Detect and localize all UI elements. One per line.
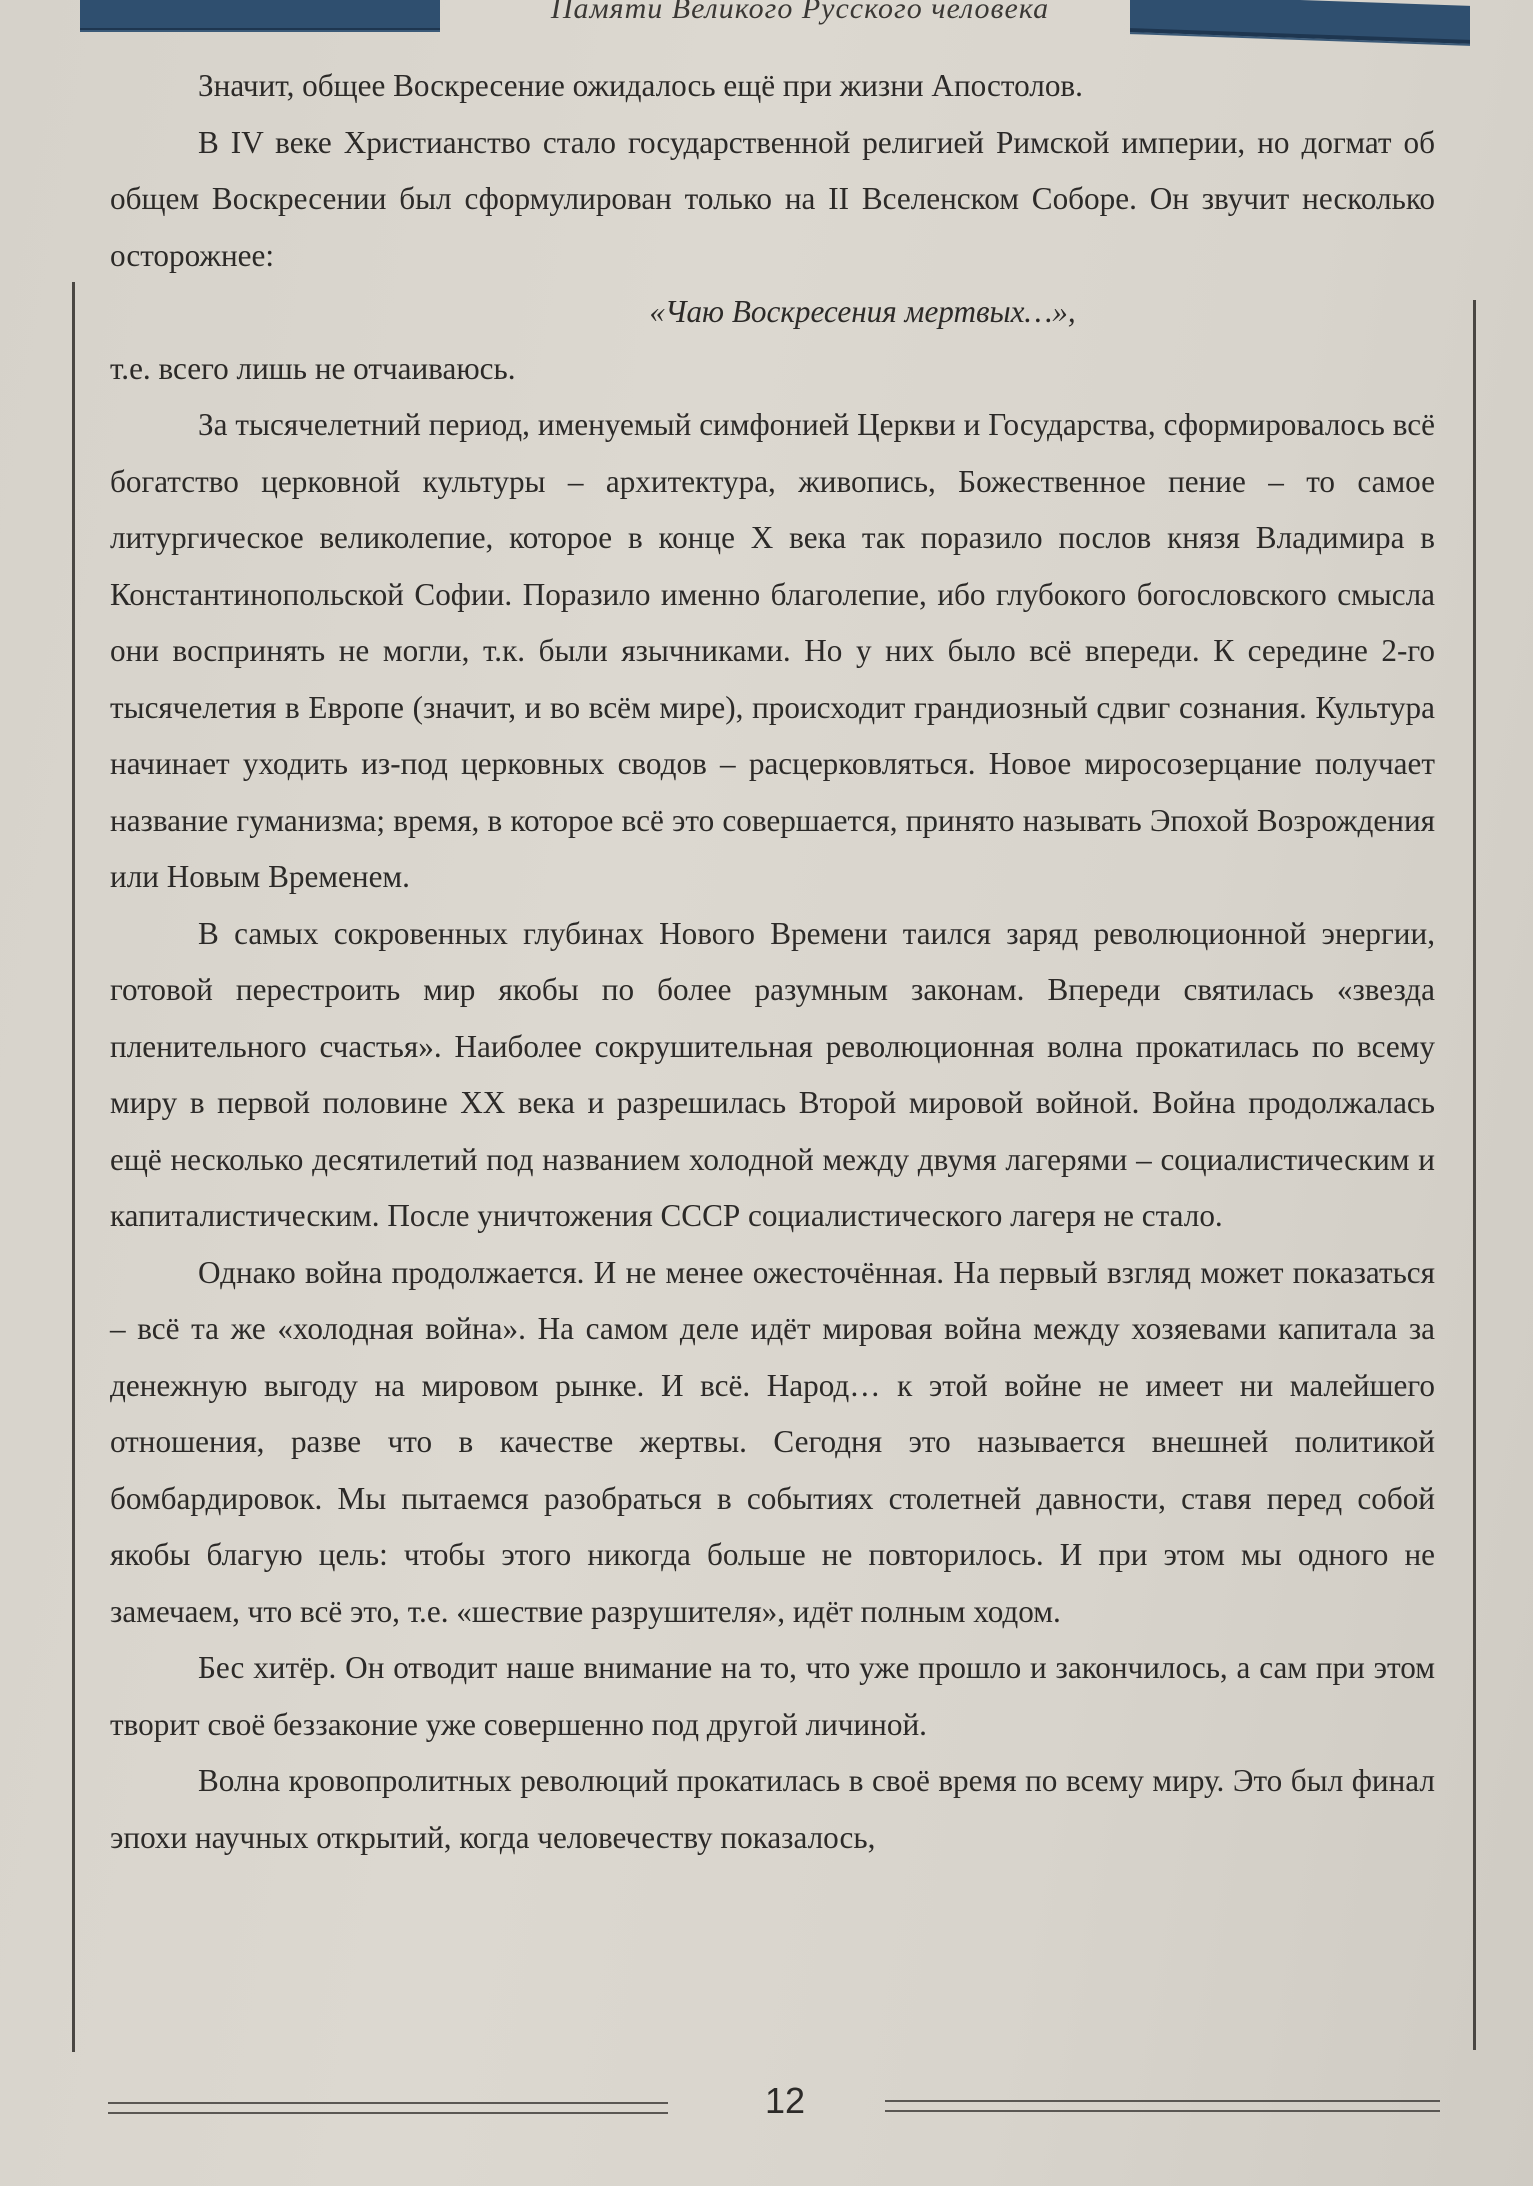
paragraph-8: Волна кровопролитных революций прокатилась в своё время по всему миру. Это был финал эпохи научных открытий, когда человечеству показалось,	[110, 1763, 1435, 1855]
header-ornament-left	[80, 0, 440, 32]
paragraph-7: Бес хитёр. Он отводит наше внимание на то, что уже прошло и закончилось, а сам при этом творит своё беззаконие уже совершенно под другой личиной.	[110, 1650, 1435, 1742]
running-title: Памяти Великого Русского человека	[550, 0, 1050, 25]
right-vertical-rule	[1473, 300, 1476, 2050]
footer-rule-left	[108, 2102, 668, 2114]
paragraph-4: За тысячелетний период, именуемый симфонией Церкви и Государства, сформировалось всё богатство церковной культуры – архитектура, живопись, Божественное пение – то самое литургическое великолепие, которое в конце X века так поразило послов князя Владимира в Константинопольской Софии. Поразило именно благолепие, ибо глубокого богословского смысла они воспринять не могли, т.к. были язычниками. Но у них было всё впереди. К середине 2-го тысячелетия в Европе (значит, и во всём мире), происходит грандиозный сдвиг сознания. Культура начинает уходить из-под церковных сводов – расцерковляться. Новое миросозерцание получает название гуманизма; время, в которое всё это совершается, принято называть Эпохой Возрождения или Новым Временем.	[110, 407, 1435, 894]
paragraph-5: В самых сокровенных глубинах Нового Времени таился заряд революционной энергии, готовой перестроить мир якобы по более разумным законам. Впереди святилась «звезда пленительного счастья». Наиболее сокрушительная революционная волна прокатилась по всему миру в первой половине XX века и разрешилась Второй мировой войной. Война продолжалась ещё несколько десятилетий под названием холодной между двумя лагерями – социалистическим и капиталистическим. После уничтожения СССР социалистического лагеря не стало.	[110, 915, 1435, 1233]
paragraph-1: Значит, общее Воскресение ожидалось ещё при жизни Апостолов.	[198, 68, 1083, 103]
header-ornament-right	[1130, 0, 1470, 44]
footer-rule-right	[885, 2100, 1440, 2112]
page-number: 12	[764, 2080, 806, 2121]
body-text	[110, 58, 1435, 1866]
paragraph-6: Однако война продолжается. И не менее ожесточённая. На первый взгляд может показаться – всё та же «холодная война». На самом деле идёт мировая война между хозяевами капитала за денежную выгоду на мировом рынке. И всё. Народ… к этой войне не имеет ни малейшего отношения, разве что в качестве жертвы. Сегодня это называется внешней политикой бомбардировок. Мы пытаемся разобраться в событиях столетней давности, ставя перед собой якобы благую цель: чтобы этого никогда больше не повторилось. И при этом мы одного не замечаем, что всё это, т.е. «шествие разрушителя», идёт полным ходом.	[110, 1254, 1435, 1629]
paragraph-2: В IV веке Христианство стало государственной религией Римской империи, но догмат об общем Воскресении был сформулирован только на II Вселенском Соборе. Он звучит несколько осторожнее:	[110, 124, 1435, 273]
page-header	[0, 0, 1533, 60]
creed-quote: «Чаю Воскресения мертвых…»,	[649, 294, 1076, 329]
left-vertical-rule	[72, 282, 75, 2052]
paragraph-3: т.е. всего лишь не отчаиваюсь.	[110, 350, 516, 386]
